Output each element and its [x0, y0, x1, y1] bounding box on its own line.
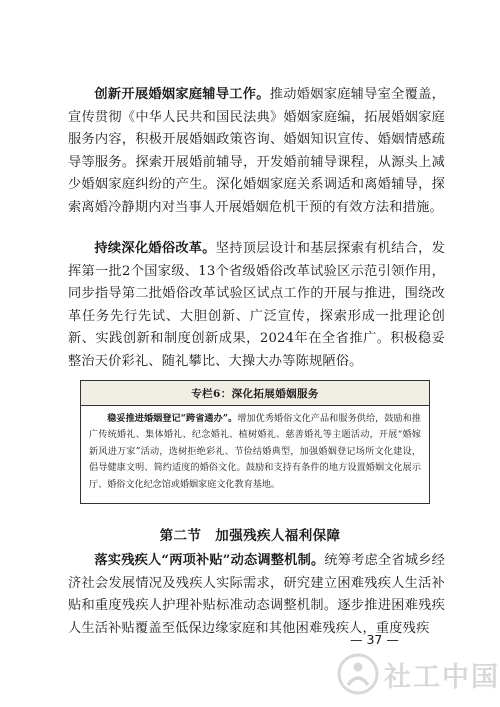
watermark-text: 社工中国 [384, 661, 500, 693]
page-number: — 37 — [350, 632, 399, 647]
section-title: 加强残疾人福利保障 [215, 528, 341, 544]
social-work-logo-icon [336, 652, 380, 696]
feature-box [80, 380, 430, 504]
section-number: 第二节 [159, 528, 202, 544]
feature-box-text: 增加优秀婚俗文化产品和服务供给，鼓励和推广传统婚礼、集体婚礼、纪念婚礼、植树婚礼、慈善婚礼等主题活动，开展“婚嫁新风进万家”活动，选树拒绝彩礼、节俭结婚典型，加强婚姻登记场所文化建设，倡导健康文明、简约适度的婚俗文化。鼓励和支持有条件的地方设置婚姻文化展示厅、婚俗文化纪念馆或婚姻家庭文化教育基地。 [89, 414, 421, 490]
paragraph-marriage-counseling [68, 84, 445, 220]
paragraph-body: 统筹考虑全省城乡经济社会发展情况及残疾人实际需求，研究建立困难残疾人生活补贴和重度残疾人护理补贴标准动态调整机制。逐步推进困难残疾人生活补贴覆盖至低保边缘家庭和其他困难残疾人，重度残疾 [68, 553, 445, 636]
paragraph-lead: 持续深化婚俗改革。 [94, 241, 216, 256]
paragraph-body: 推动婚姻家庭辅导室全覆盖，宣传贯彻《中华人民共和国民法典》婚姻家庭编，拓展婚姻家庭服务内容，积极开展婚姻政策咨询、婚姻知识宣传、婚姻情感疏导等服务。探索开展婚前辅导，开发婚前辅导课程，从源头上减少婚姻家庭纠纷的产生。深化婚姻家庭关系调适和离婚辅导，探索离婚冷静期内对当事人开展婚姻危机干预的有效方法和措施。 [68, 87, 445, 215]
feature-box-lead: 稳妥推进婚姻登记“跨省通办”。 [107, 413, 238, 424]
paragraph-body: 坚持顶层设计和基层探索有机结合，发挥第一批2个国家级、13个省级婚俗改革试验区示范引领作用，同步指导第二批婚俗改革试验区试点工作的开展与推进，围绕改革任务先行先试、大胆创新、广泛宣传，探索形成一批理论创新、实践创新和制度创新成果，2024年在全省推广。积极稳妥整治天价彩礼、随礼攀比、大操大办等陈规陋俗。 [68, 241, 445, 369]
watermark [336, 652, 500, 696]
paragraph-disability-subsidies [68, 550, 445, 640]
feature-box-title: 专栏6：深化拓展婚姻服务 [81, 381, 429, 406]
feature-box-body [81, 406, 429, 498]
paragraph-marriage-customs-reform [68, 238, 445, 374]
section-heading [0, 524, 500, 544]
paragraph-lead: 落实残疾人“两项补贴”动态调整机制。 [94, 553, 325, 568]
paragraph-lead: 创新开展婚姻家庭辅导工作。 [94, 87, 270, 102]
